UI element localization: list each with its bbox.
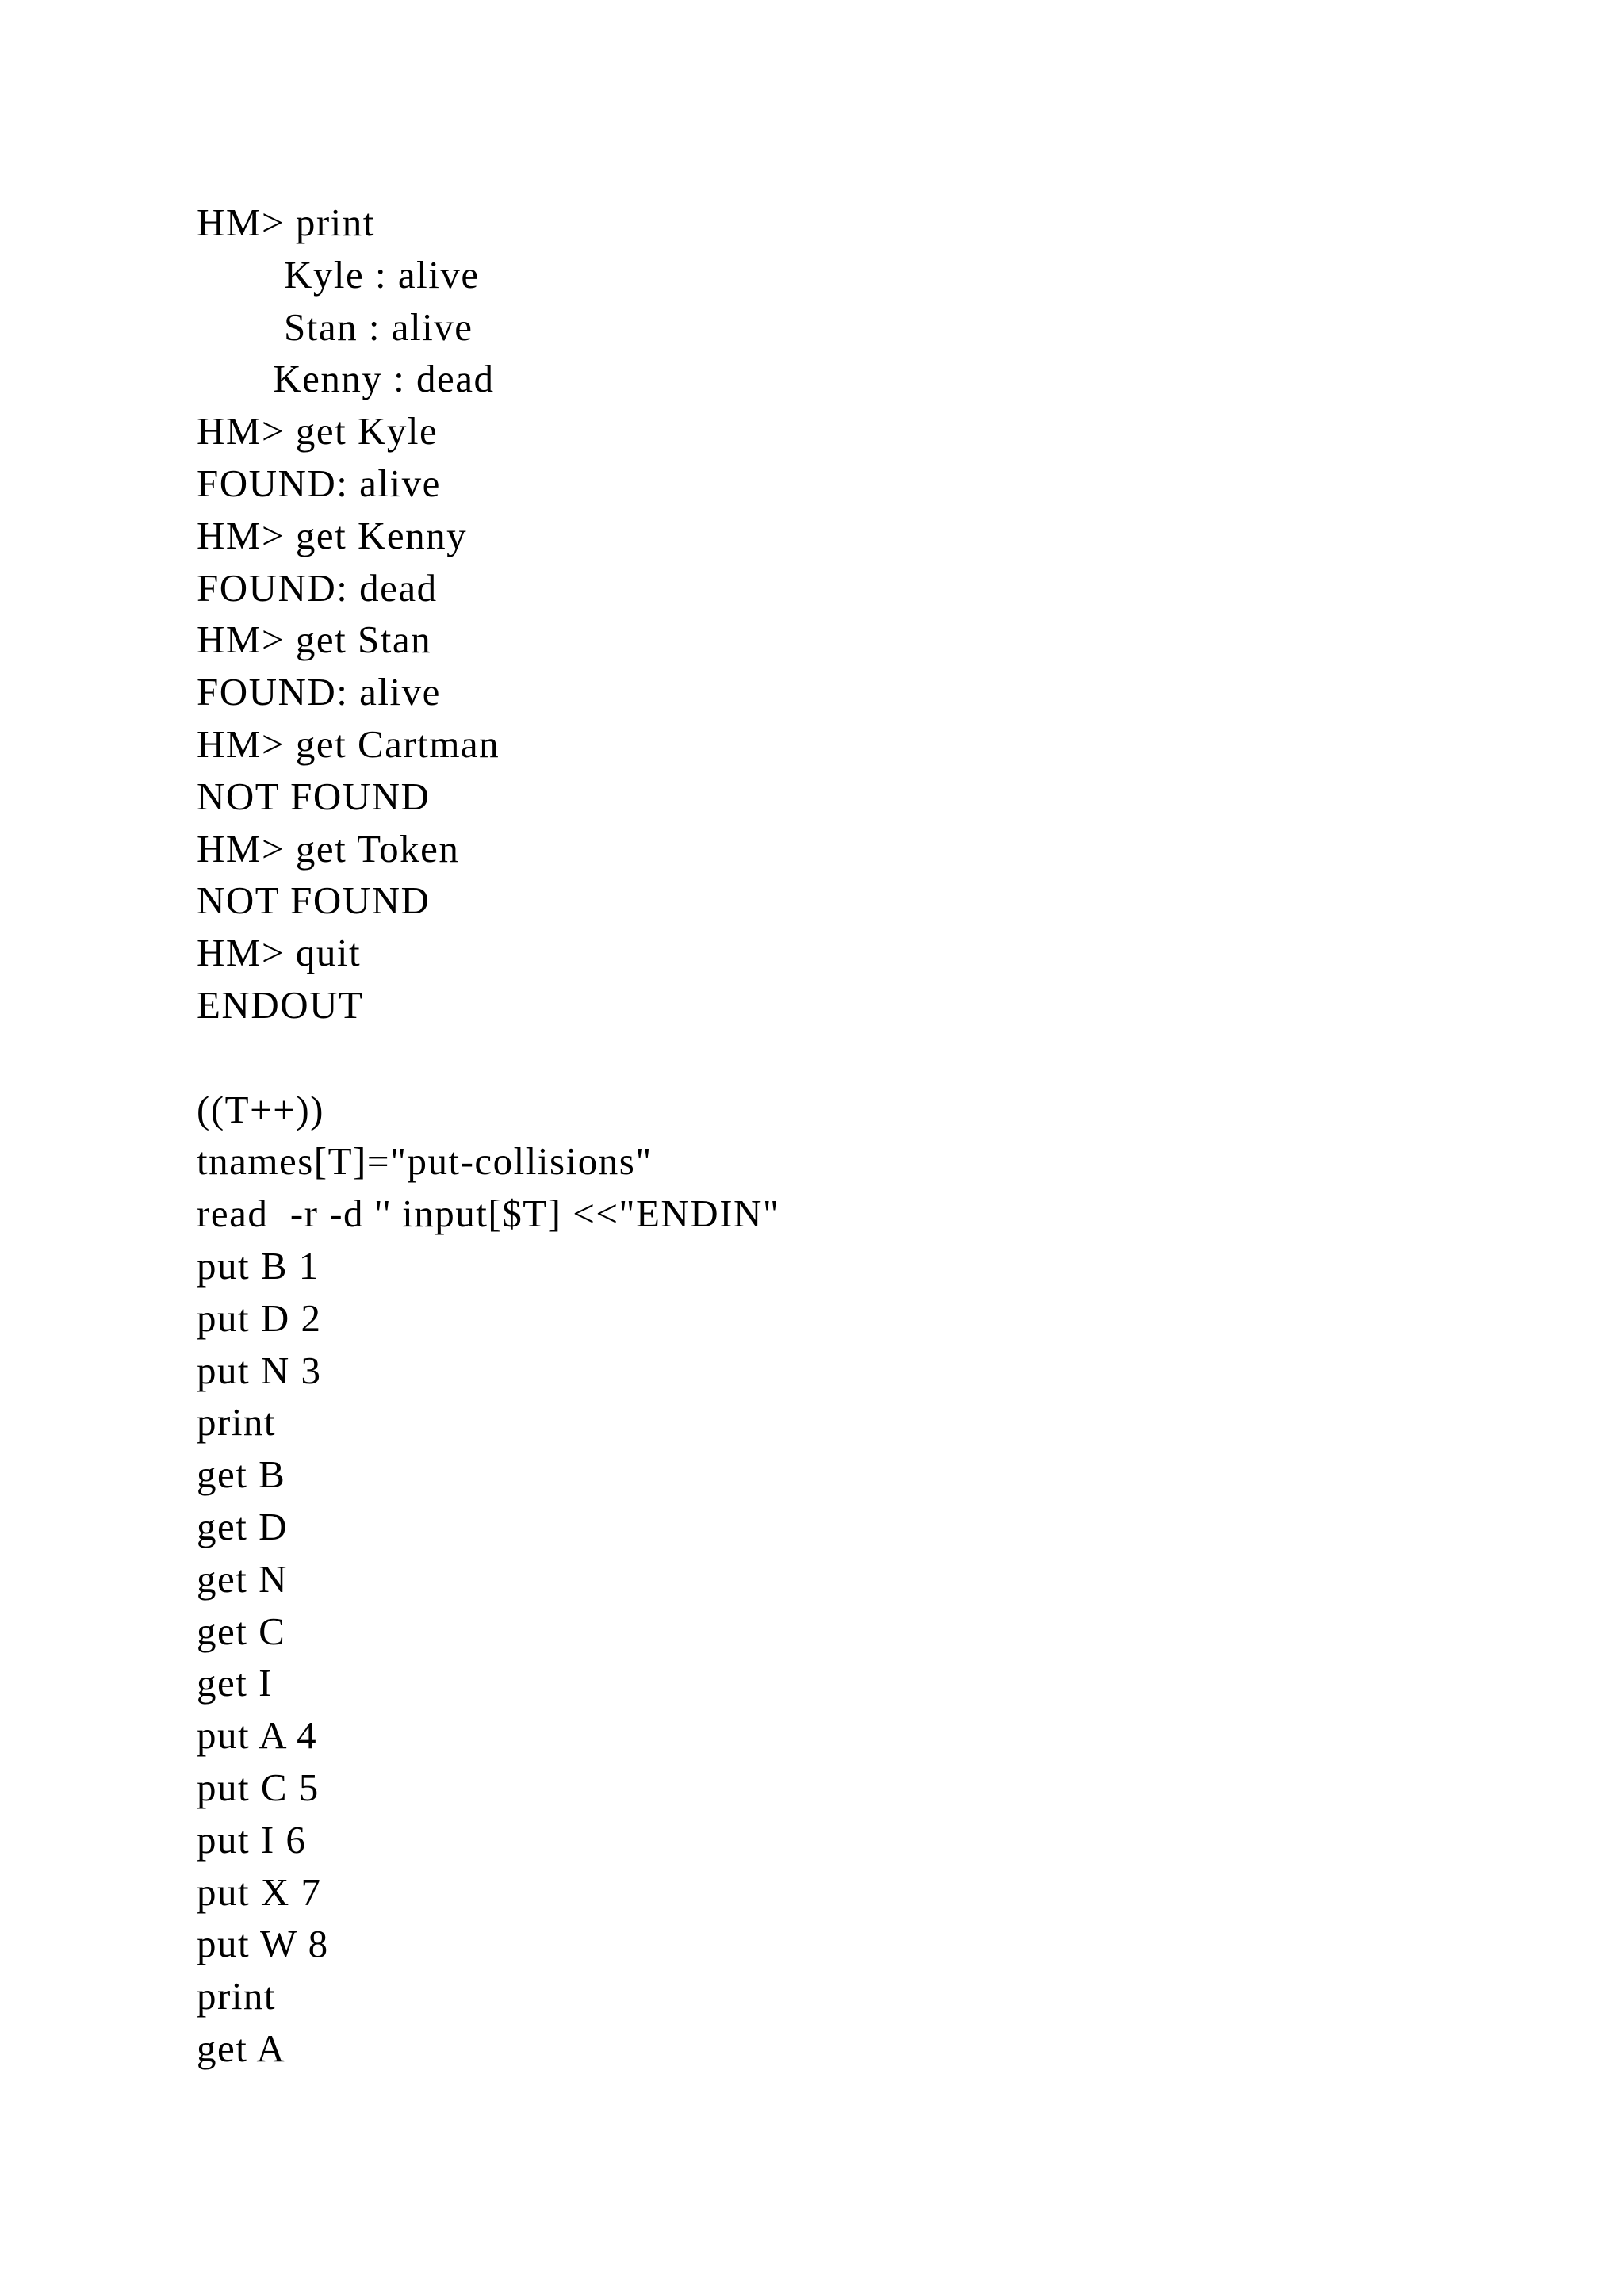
text-line: FOUND: dead <box>197 565 438 610</box>
text-line: get N <box>197 1556 288 1601</box>
text-line: put N 3 <box>197 1348 322 1392</box>
text-line: Stan : alive <box>197 304 473 349</box>
text-line: Kenny : dead <box>197 357 495 401</box>
text-line: print <box>197 1400 277 1445</box>
text-line: get A <box>197 2026 286 2070</box>
text-line: put B 1 <box>197 1243 320 1288</box>
text-line: tnames[T]="put-collisions" <box>197 1139 653 1184</box>
text-line: HM> get Kenny <box>197 513 468 557</box>
text-line: FOUND: alive <box>197 461 441 505</box>
text-line: NOT FOUND <box>197 878 431 923</box>
text-line: FOUND: alive <box>197 670 441 714</box>
text-line: Kyle : alive <box>197 252 480 297</box>
text-line: ENDOUT <box>197 982 364 1027</box>
text-line: HM> get Stan <box>197 618 432 662</box>
text-line: print <box>197 1974 277 2019</box>
text-line: get I <box>197 1661 273 1705</box>
document-text-block <box>197 197 1545 2075</box>
text-line: put I 6 <box>197 1817 307 1862</box>
text-line: put X 7 <box>197 1869 322 1914</box>
text-line: put W 8 <box>197 1922 329 1966</box>
text-line: HM> get Kyle <box>197 409 439 453</box>
text-line: NOT FOUND <box>197 774 431 818</box>
text-line: HM> quit <box>197 931 362 975</box>
text-line: ((T++)) <box>197 1087 324 1131</box>
text-line: get B <box>197 1452 286 1497</box>
text-line: HM> get Token <box>197 826 460 871</box>
text-line: get D <box>197 1504 288 1548</box>
text-line: HM> get Cartman <box>197 721 500 766</box>
text-line: put D 2 <box>197 1295 322 1340</box>
text-line: read -r -d '' input[$T] <<"ENDIN" <box>197 1192 780 1236</box>
blank-line <box>197 1031 1545 1084</box>
text-line: get C <box>197 1609 286 1653</box>
text-line: put C 5 <box>197 1765 320 1809</box>
text-line: put A 4 <box>197 1713 318 1758</box>
text-line: HM> print <box>197 201 375 244</box>
